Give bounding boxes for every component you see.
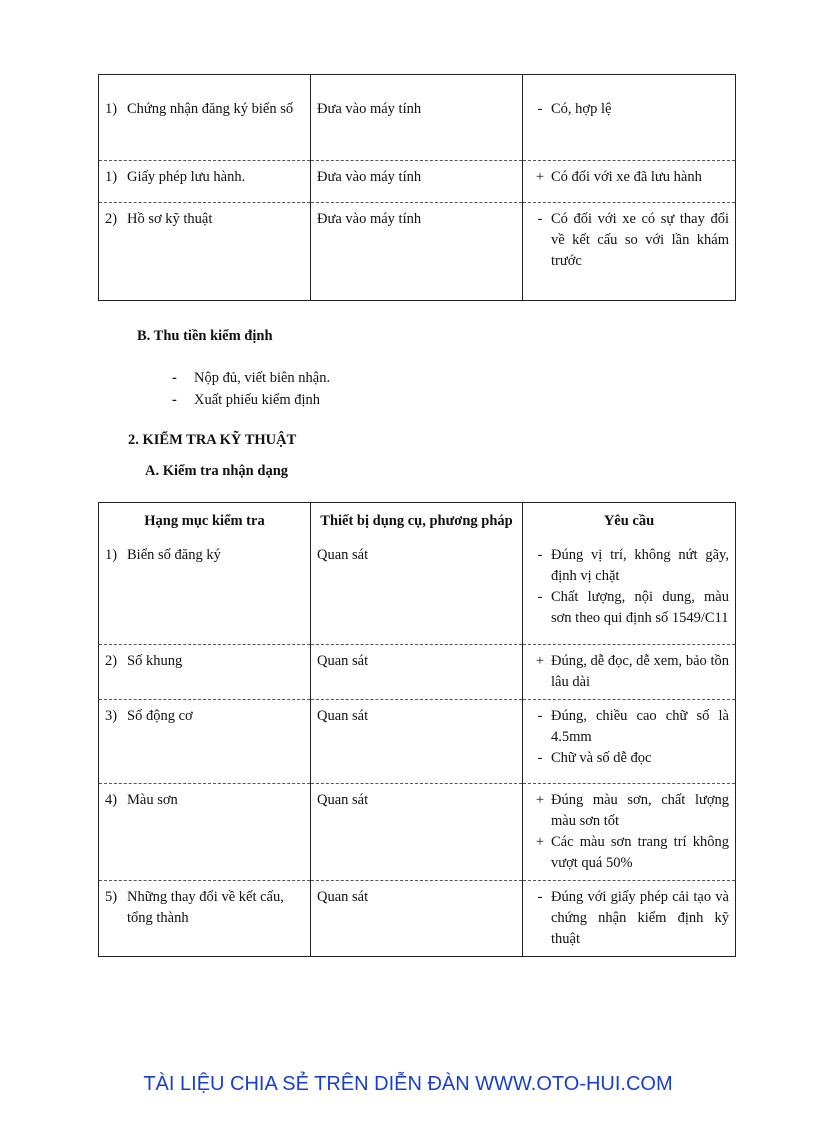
check-method: Đưa vào máy tính	[311, 161, 523, 203]
footer-banner: TÀI LIỆU CHIA SẺ TRÊN DIỄN ĐÀN WWW.OTO-HUI.COM	[143, 1073, 673, 1095]
requirement-item	[529, 832, 729, 874]
requirement: Chất lượng, nội dung, màu sơn theo qui định số 1549/C11	[551, 589, 729, 626]
check-method: Quan sát	[311, 539, 523, 644]
table-row	[99, 699, 736, 783]
bullet-mark: -	[172, 392, 177, 408]
row-number: 5)	[105, 888, 118, 905]
table-row	[99, 161, 736, 203]
column-header: Hạng mục kiểm tra	[99, 503, 311, 540]
requirement-item	[529, 748, 729, 769]
bullet-mark: +	[535, 169, 545, 185]
requirement-item	[529, 887, 729, 950]
table-row	[99, 539, 736, 644]
requirement-item	[529, 545, 729, 587]
table-row	[99, 783, 736, 880]
row-number: 2)	[105, 652, 118, 669]
check-method: Đưa vào máy tính	[311, 75, 523, 161]
check-item: Số khung	[127, 652, 183, 669]
requirement: Có đối với xe có sự thay đổi về kết cấu so với lần khám trước	[551, 211, 729, 269]
requirement: Đúng, chiều cao chữ số là 4.5mm	[551, 707, 729, 745]
table-row	[99, 880, 736, 956]
row-number: 1)	[105, 101, 118, 117]
requirement: Có đối với xe đã lưu hành	[551, 169, 702, 185]
section-b-heading: B. Thu tiền kiểm định	[137, 328, 273, 344]
requirement-item	[529, 587, 729, 629]
row-number: 4)	[105, 791, 118, 808]
section-2-heading: 2. KIỂM TRA KỸ THUẬT	[128, 432, 297, 448]
bullet-mark: -	[537, 749, 543, 766]
check-item: Số động cơ	[127, 707, 193, 724]
list-item-text: Nộp đủ, viết biên nhận.	[194, 370, 331, 386]
check-item: Biển số đăng ký	[127, 547, 221, 563]
requirement: Đúng, dễ đọc, dễ xem, bảo tồn lâu dài	[551, 652, 729, 690]
table-row	[99, 75, 736, 161]
bullet-mark: +	[535, 791, 545, 808]
requirement: Có, hợp lệ	[551, 101, 612, 117]
bullet-mark: -	[537, 589, 543, 605]
bullet-mark: -	[537, 707, 543, 724]
list-item	[172, 370, 330, 387]
bullet-mark: -	[537, 211, 543, 227]
check-method: Đưa vào máy tính	[311, 203, 523, 301]
identification-check-table	[98, 502, 736, 957]
requirement: Đúng màu sơn, chất lượng màu sơn tốt	[551, 791, 729, 829]
row-number: 2)	[105, 211, 118, 227]
check-item: Hồ sơ kỹ thuật	[127, 211, 213, 227]
check-method: Quan sát	[311, 783, 523, 880]
bullet-mark: +	[535, 652, 545, 669]
list-item-text: Xuất phiếu kiểm định	[194, 392, 321, 408]
row-number: 1)	[105, 547, 118, 563]
requirement-item	[529, 651, 729, 693]
requirement: Chữ và số dễ đọc	[551, 749, 652, 766]
requirement-item	[529, 790, 729, 832]
requirement: Đúng với giấy phép cải tạo và chứng nhận kiểm định kỹ thuật	[551, 888, 729, 947]
row-number: 3)	[105, 707, 118, 724]
column-header: Thiết bị dụng cụ, phương pháp	[311, 503, 523, 540]
bullet-mark: -	[537, 888, 543, 905]
bullet-mark: +	[535, 833, 545, 850]
table-header-row	[99, 503, 736, 540]
column-header: Yêu cầu	[523, 503, 736, 540]
check-item: Màu sơn	[127, 791, 178, 808]
bullet-mark: -	[537, 547, 543, 563]
check-item: Chứng nhận đăng ký biển số	[127, 101, 294, 117]
check-item: Những thay đổi về kết cấu, tổng thành	[127, 888, 284, 926]
check-method: Quan sát	[311, 644, 523, 699]
requirement-item	[529, 706, 729, 748]
check-method: Quan sát	[311, 880, 523, 956]
registration-check-table	[98, 74, 736, 301]
table-row	[99, 203, 736, 301]
requirement: Đúng vị trí, không nứt gãy, định vị chặt	[551, 547, 729, 584]
check-method: Quan sát	[311, 699, 523, 783]
bullet-mark: -	[172, 370, 177, 386]
section-2a-heading: A. Kiểm tra nhận dạng	[145, 463, 289, 479]
bullet-mark: -	[537, 101, 543, 117]
list-item	[172, 392, 320, 409]
check-item: Giấy phép lưu hành.	[127, 169, 246, 185]
requirement: Các màu sơn trang trí không vượt quá 50%	[551, 833, 729, 871]
row-number: 1)	[105, 169, 118, 185]
table-row	[99, 644, 736, 699]
